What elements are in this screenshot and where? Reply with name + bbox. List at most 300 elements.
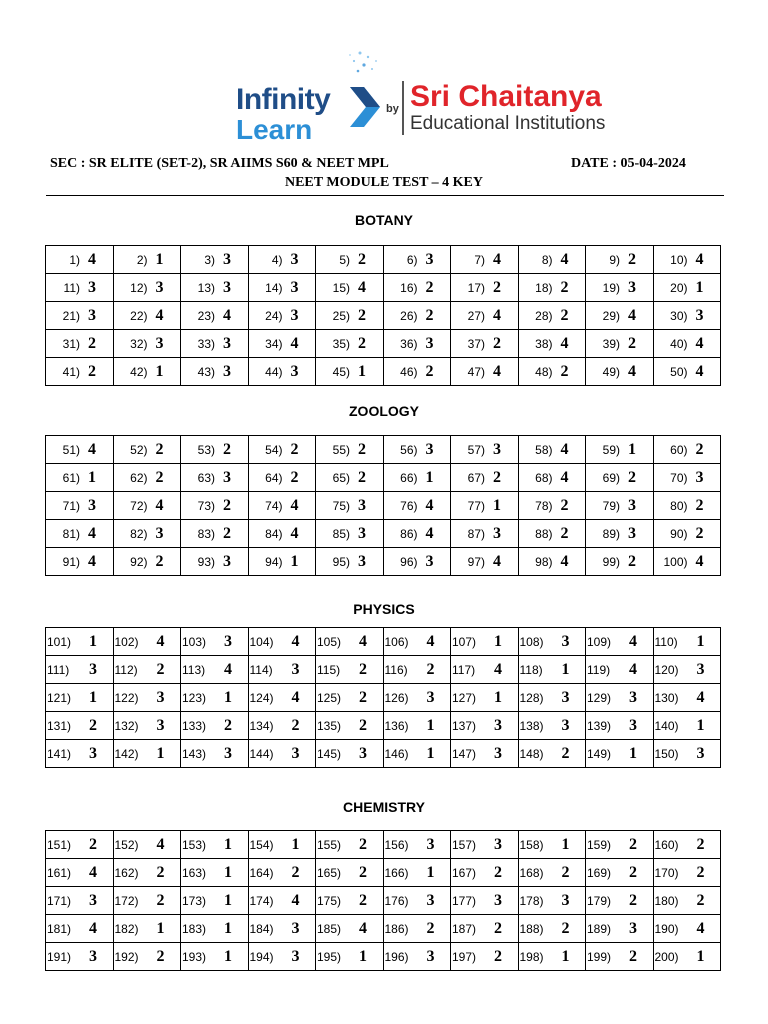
question-number: 196) [384,949,409,964]
answer-value: 4 [358,278,366,296]
answer-value: 4 [695,250,704,268]
answer-value: 3 [291,947,300,965]
answer-value: 2 [696,891,705,909]
question-number: 87) [467,526,485,541]
answer-value: 3 [494,891,502,909]
answer-cell [113,330,181,358]
answer-value: 2 [494,919,502,937]
answer-value: 1 [696,947,705,965]
answer-value: 2 [629,863,637,881]
answer-value: 1 [224,835,232,853]
answer-value: 3 [223,334,231,352]
answer-cell [181,358,249,386]
answer-value: 4 [695,334,704,352]
answer-value: 2 [560,496,569,514]
answer-cell [316,859,384,887]
answer-value: 4 [560,334,569,352]
answer-cell [316,740,384,768]
question-number: 185) [317,921,342,936]
answer-key-table [45,627,721,768]
answer-value: 4 [560,440,569,458]
question-number: 90) [670,526,688,541]
section-title: CHEMISTRY [343,799,425,815]
answer-cell [113,943,181,971]
answer-cell [46,520,114,548]
question-number: 48) [535,364,553,379]
question-number: 125) [317,690,342,705]
question-number: 192) [114,949,139,964]
answer-value: 1 [493,496,501,514]
answer-value: 2 [291,863,300,881]
answer-value: 2 [155,552,164,570]
answer-cell [451,831,519,859]
answer-value: 3 [561,716,570,734]
question-number: 26) [400,308,418,323]
question-number: 181) [47,921,72,936]
question-number: 95) [332,554,350,569]
answer-value: 4 [155,496,164,514]
answer-value: 2 [561,919,570,937]
answer-value: 2 [493,468,501,486]
answer-value: 2 [156,891,165,909]
answer-cell [383,358,451,386]
question-number: 176) [384,893,409,908]
answer-value: 2 [696,863,705,881]
answer-cell [316,887,384,915]
question-number: 170) [654,865,679,880]
question-number: 122) [114,690,139,705]
answer-cell [586,464,654,492]
answer-value: 2 [426,919,435,937]
answer-cell [451,330,519,358]
answer-value: 3 [88,278,96,296]
question-number: 72) [130,498,148,513]
answer-cell [653,887,721,915]
answer-cell [46,548,114,576]
answer-value: 3 [223,250,231,268]
answer-cell [451,492,519,520]
section-title: PHYSICS [353,601,415,617]
question-number: 103) [182,634,207,649]
answer-value: 2 [224,716,232,734]
question-number: 155) [317,837,342,852]
answer-cell [383,436,451,464]
answer-value: 4 [696,688,705,706]
answer-value: 1 [426,744,435,762]
answer-value: 3 [561,688,570,706]
answer-value: 2 [358,334,366,352]
question-number: 115) [317,662,341,677]
answer-cell [451,684,519,712]
answer-value: 3 [89,744,97,762]
answer-cell [653,859,721,887]
question-number: 195) [317,949,342,964]
answer-cell [316,274,384,302]
question-number: 74) [265,498,283,513]
question-number: 108) [519,634,544,649]
answer-value: 3 [425,552,434,570]
answer-cell [248,492,316,520]
answer-cell [518,628,586,656]
answer-cell [586,330,654,358]
answer-value: 4 [291,688,300,706]
table-row [46,684,721,712]
question-number: 79) [602,498,620,513]
answer-value: 1 [156,919,165,937]
answer-cell [46,859,114,887]
answer-cell [113,464,181,492]
answer-value: 2 [358,250,366,268]
question-number: 150) [654,746,679,761]
question-number: 142) [114,746,139,761]
answer-value: 3 [358,524,366,542]
table-row [46,246,721,274]
answer-value: 2 [291,716,300,734]
question-number: 175) [317,893,342,908]
answer-value: 3 [426,947,435,965]
table-row [46,358,721,386]
answer-cell [383,943,451,971]
question-number: 167) [452,865,477,880]
question-number: 121) [47,690,72,705]
answer-cell [46,656,114,684]
answer-cell [181,628,249,656]
answer-cell [586,740,654,768]
question-number: 8) [541,252,553,267]
answer-cell [586,302,654,330]
answer-value: 3 [155,524,164,542]
question-number: 104) [249,634,274,649]
answer-cell [518,436,586,464]
question-number: 173) [182,893,207,908]
answer-cell [248,656,316,684]
question-number: 163) [182,865,207,880]
answer-cell [316,358,384,386]
question-number: 64) [265,470,283,485]
question-number: 14) [265,280,283,295]
question-number: 100) [663,554,688,569]
question-number: 41) [62,364,80,379]
answer-value: 3 [88,306,96,324]
question-number: 114) [249,662,273,677]
answer-cell [518,464,586,492]
question-number: 156) [384,837,409,852]
question-number: 30) [670,308,688,323]
answer-cell [181,464,249,492]
answer-value: 4 [88,552,96,570]
question-number: 44) [265,364,283,379]
answer-cell [653,302,721,330]
answer-cell [451,656,519,684]
question-number: 35) [332,336,350,351]
question-number: 190) [654,921,679,936]
question-number: 10) [670,252,688,267]
answer-cell [248,520,316,548]
question-number: 179) [587,893,612,908]
question-number: 78) [535,498,553,513]
answer-value: 1 [695,278,704,296]
answer-cell [518,831,586,859]
answer-value: 2 [629,891,637,909]
question-number: 98) [535,554,553,569]
answer-cell [586,358,654,386]
answer-cell [113,915,181,943]
answer-cell [383,628,451,656]
answer-value: 2 [426,660,435,678]
answer-cell [316,831,384,859]
answer-value: 4 [560,250,569,268]
answer-value: 4 [291,891,300,909]
answer-cell [518,684,586,712]
answer-value: 3 [155,334,164,352]
answer-value: 1 [561,947,570,965]
answer-value: 4 [290,334,299,352]
question-number: 110) [654,634,678,649]
answer-value: 4 [493,250,501,268]
answer-cell [316,330,384,358]
question-number: 152) [114,837,139,852]
table-row [46,831,721,859]
question-number: 138) [519,718,544,733]
answer-value: 2 [359,688,367,706]
answer-cell [113,520,181,548]
answer-cell [113,656,181,684]
answer-value: 2 [359,716,367,734]
section-title: BOTANY [354,212,414,228]
table-row [46,274,721,302]
table-row [46,492,721,520]
infinity-logo-text: Infinity [236,83,331,116]
answer-value: 3 [628,524,636,542]
answer-cell [518,712,586,740]
table-row [46,740,721,768]
answer-cell [46,246,114,274]
answer-cell [586,859,654,887]
answer-cell [248,436,316,464]
answer-cell [451,915,519,943]
answer-cell [46,628,114,656]
answer-value: 4 [156,632,165,650]
answer-value: 1 [89,632,97,650]
answer-cell [518,859,586,887]
answer-cell [46,358,114,386]
answer-value: 1 [425,468,434,486]
answer-value: 4 [426,632,435,650]
answer-cell [46,740,114,768]
answer-value: 2 [358,468,366,486]
answer-value: 3 [628,496,636,514]
question-number: 107) [452,634,477,649]
answer-value: 3 [223,468,231,486]
answer-cell [383,274,451,302]
answer-cell [248,628,316,656]
answer-value: 4 [89,919,97,937]
answer-cell [316,492,384,520]
question-number: 3) [204,252,215,267]
answer-value: 4 [223,306,231,324]
answer-cell [451,302,519,330]
table-row [46,548,721,576]
answer-cell [383,859,451,887]
question-number: 58) [535,442,553,457]
question-number: 94) [265,554,283,569]
answer-value: 3 [359,744,367,762]
answer-cell [586,684,654,712]
answer-value: 3 [291,744,300,762]
answer-cell [248,684,316,712]
question-number: 143) [182,746,207,761]
answer-cell [451,859,519,887]
answer-value: 2 [358,440,366,458]
question-number: 133) [182,718,207,733]
answer-value: 4 [88,250,96,268]
question-number: 40) [670,336,688,351]
table-row [46,464,721,492]
answer-cell [451,520,519,548]
answer-value: 4 [696,919,705,937]
answer-value: 3 [156,716,165,734]
answer-cell [181,656,249,684]
question-number: 84) [265,526,283,541]
answer-cell [113,246,181,274]
question-number: 149) [587,746,612,761]
table-row [46,330,721,358]
answer-cell [113,712,181,740]
question-number: 183) [182,921,207,936]
answer-cell [316,656,384,684]
question-number: 141) [47,746,72,761]
question-number: 89) [602,526,620,541]
answer-value: 3 [561,632,570,650]
answer-cell [451,246,519,274]
answer-cell [181,684,249,712]
question-number: 191) [47,949,72,964]
answer-value: 3 [224,744,232,762]
answer-cell [46,302,114,330]
answer-cell [46,943,114,971]
answer-cell [586,520,654,548]
answer-value: 4 [493,306,501,324]
answer-value: 3 [696,744,705,762]
answer-cell [248,887,316,915]
answer-cell [181,740,249,768]
answer-value: 3 [494,716,502,734]
answer-value: 2 [425,362,434,380]
answer-cell [316,712,384,740]
answer-cell [518,492,586,520]
question-number: 105) [317,634,342,649]
answer-cell [316,684,384,712]
answer-cell [451,712,519,740]
section-title: ZOOLOGY [349,403,419,419]
answer-value: 3 [290,250,299,268]
answer-value: 2 [359,835,367,853]
question-number: 187) [452,921,477,936]
answer-cell [653,330,721,358]
brand-subtitle: Educational Institutions [410,113,606,134]
answer-value: 2 [223,524,231,542]
sri-chaitanya-brand: Sri Chaitanya [410,80,602,113]
test-title: NEET MODULE TEST – 4 KEY [284,175,483,190]
answer-cell [653,520,721,548]
answer-value: 2 [88,334,96,352]
answer-value: 1 [494,688,502,706]
question-number: 31) [62,336,80,351]
answer-cell [451,943,519,971]
answer-cell [113,548,181,576]
answer-cell [248,943,316,971]
answer-value: 4 [560,552,569,570]
by-text: by [386,103,399,115]
answer-cell [46,887,114,915]
answer-cell [383,548,451,576]
question-number: 96) [400,554,418,569]
question-number: 6) [406,252,418,267]
answer-value: 4 [291,632,300,650]
question-number: 153) [182,837,207,852]
question-number: 131) [47,718,72,733]
answer-value: 2 [88,362,96,380]
question-number: 76) [400,498,418,513]
question-number: 9) [609,252,620,267]
question-number: 43) [197,364,215,379]
answer-value: 3 [88,496,96,514]
answer-value: 3 [493,524,501,542]
question-number: 56) [400,442,418,457]
answer-cell [248,712,316,740]
answer-value: 4 [560,468,569,486]
answer-cell [46,712,114,740]
answer-cell [316,943,384,971]
answer-cell [316,464,384,492]
table-row [46,887,721,915]
answer-value: 1 [88,468,96,486]
answer-cell [586,274,654,302]
answer-cell [46,274,114,302]
answer-value: 4 [155,306,164,324]
answer-value: 4 [494,660,502,678]
answer-cell [383,656,451,684]
answer-cell [451,436,519,464]
question-number: 15) [332,280,350,295]
answer-cell [518,302,586,330]
question-number: 70) [670,470,688,485]
question-number: 77) [467,498,485,513]
answer-cell [248,358,316,386]
answer-cell [383,887,451,915]
question-number: 117) [452,662,476,677]
question-number: 118) [519,662,543,677]
answer-cell [248,302,316,330]
answer-value: 2 [155,440,164,458]
question-number: 4) [271,252,283,267]
answer-key-table [45,245,721,386]
answer-cell [518,943,586,971]
answer-value: 1 [494,632,502,650]
answer-cell [316,520,384,548]
chevron-arrow-icon [348,83,382,131]
answer-cell [586,831,654,859]
answer-value: 4 [425,524,434,542]
answer-cell [113,274,181,302]
answer-cell [383,915,451,943]
answer-value: 2 [358,306,366,324]
question-number: 88) [535,526,553,541]
answer-value: 3 [425,250,434,268]
question-number: 57) [467,442,485,457]
question-number: 154) [249,837,274,852]
question-number: 102) [114,634,139,649]
